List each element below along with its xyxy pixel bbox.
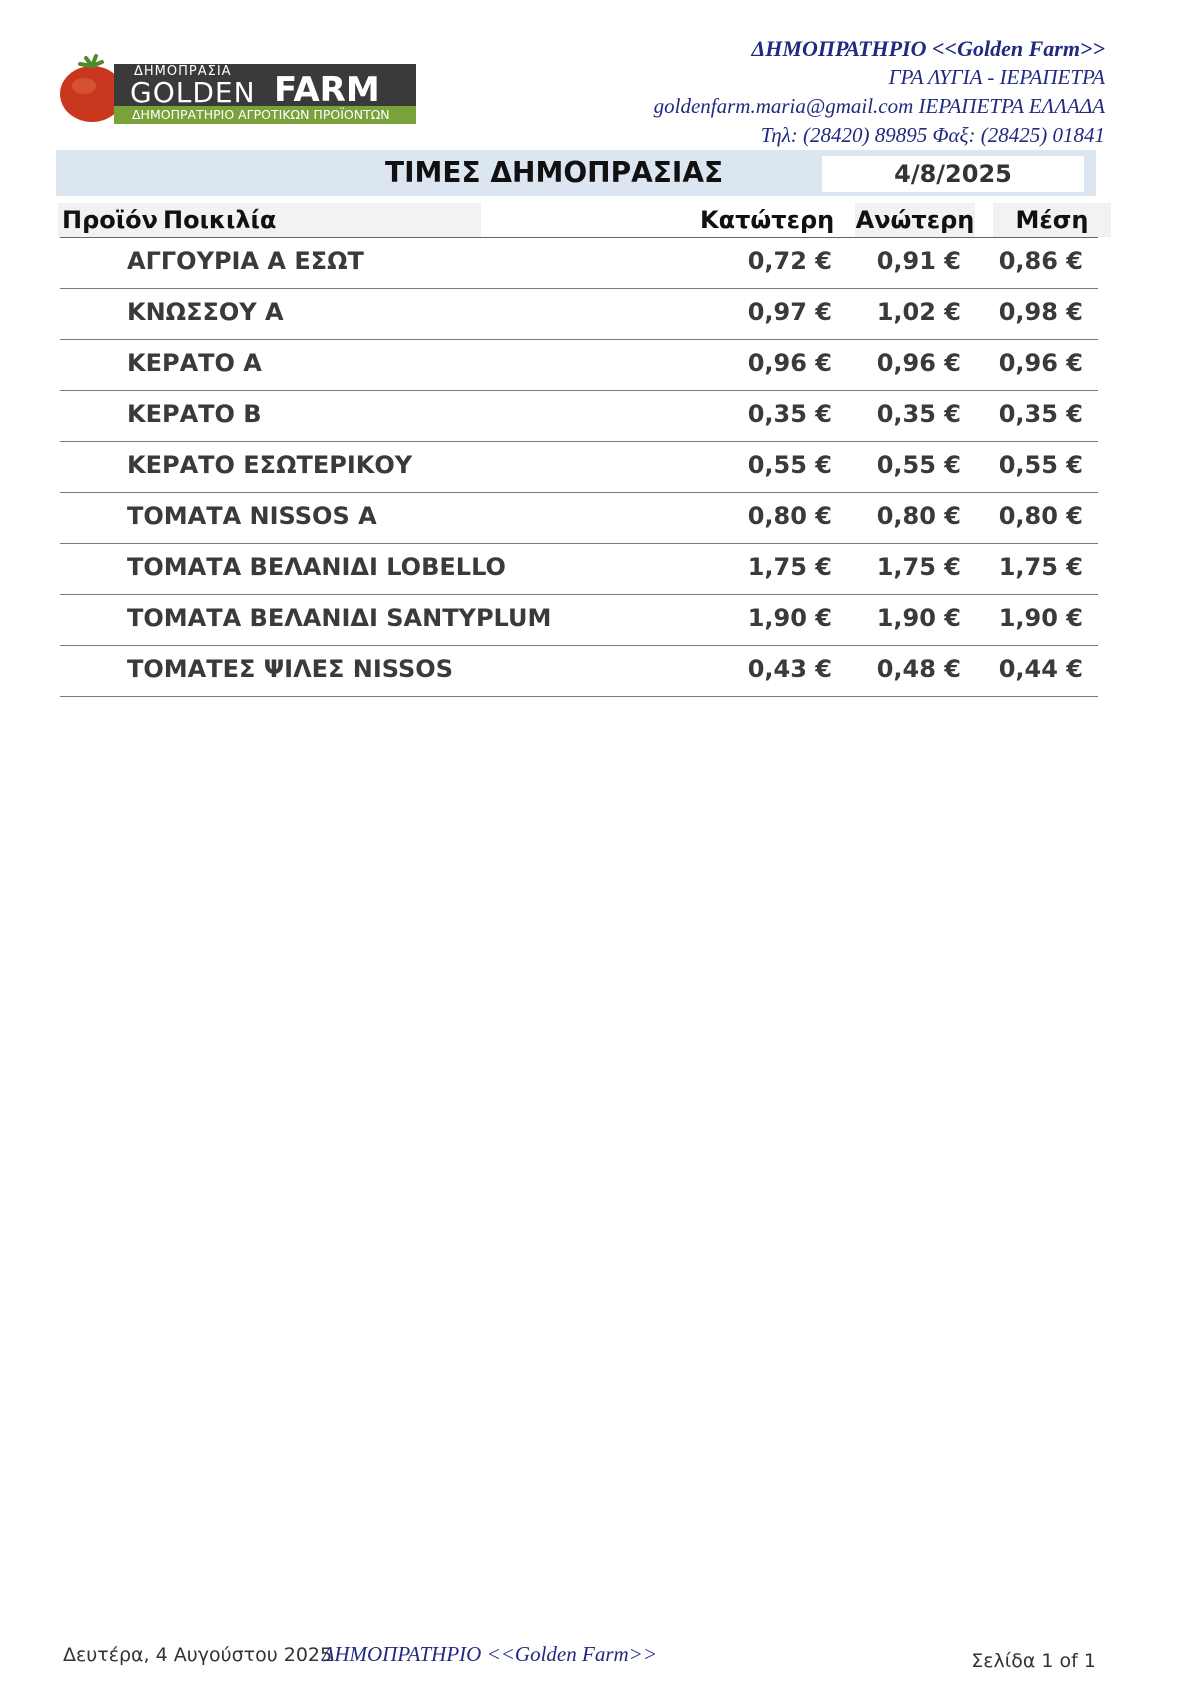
row-low-price: 0,80 € bbox=[747, 502, 832, 530]
row-high-price: 1,75 € bbox=[876, 553, 961, 581]
company-name: ΔΗΜΟΠΡΑΤΗΡΙΟ <<Golden Farm>> bbox=[751, 36, 1105, 61]
column-header-product: Προϊόν bbox=[58, 203, 160, 237]
page-title: ΤΙΜΕΣ ΔΗΜΟΠΡΑΣΙΑΣ bbox=[385, 156, 724, 189]
row-variety: ΚΕΡΑΤΟ Β bbox=[127, 400, 262, 428]
logo-brand-golden: GOLDEN bbox=[130, 76, 256, 109]
table-row bbox=[60, 289, 1098, 340]
row-variety: ΚΝΩΣΣΟΥ Α bbox=[127, 298, 284, 326]
row-mean-price: 1,90 € bbox=[998, 604, 1083, 632]
table-row bbox=[60, 391, 1098, 442]
company-header bbox=[654, 34, 1105, 150]
row-variety: ΑΓΓΟΥΡΙΑ Α ΕΣΩΤ bbox=[127, 247, 364, 275]
row-mean-price: 0,98 € bbox=[998, 298, 1083, 326]
row-high-price: 0,96 € bbox=[876, 349, 961, 377]
row-high-price: 1,90 € bbox=[876, 604, 961, 632]
footer-page-number: Σελίδα 1 of 1 bbox=[971, 1650, 1096, 1672]
table-row bbox=[60, 646, 1098, 697]
footer-date: Δευτέρα, 4 Αυγούστου 2025 bbox=[63, 1644, 333, 1666]
row-mean-price: 0,44 € bbox=[998, 655, 1083, 683]
row-low-price: 0,55 € bbox=[747, 451, 832, 479]
company-logo bbox=[52, 48, 422, 128]
row-high-price: 0,35 € bbox=[876, 400, 961, 428]
row-low-price: 0,43 € bbox=[747, 655, 832, 683]
row-mean-price: 0,55 € bbox=[998, 451, 1083, 479]
logo-brand-farm: FARM bbox=[274, 70, 380, 110]
row-low-price: 0,35 € bbox=[747, 400, 832, 428]
row-mean-price: 0,80 € bbox=[998, 502, 1083, 530]
column-header-mean: Μέση bbox=[993, 203, 1111, 237]
row-mean-price: 0,96 € bbox=[998, 349, 1083, 377]
column-header-high: Ανώτερη bbox=[855, 203, 975, 237]
row-mean-price: 0,35 € bbox=[998, 400, 1083, 428]
row-low-price: 0,96 € bbox=[747, 349, 832, 377]
column-header-variety: Ποικιλία bbox=[160, 203, 481, 237]
logo-pre-text: ΔΗΜΟΠΡΑΣΙΑ bbox=[134, 64, 232, 79]
row-high-price: 0,48 € bbox=[876, 655, 961, 683]
row-high-price: 0,91 € bbox=[876, 247, 961, 275]
row-variety: ΤΟΜΑΤΑ ΒΕΛΑΝΙΔΙ LOBELLO bbox=[127, 553, 506, 581]
table-row bbox=[60, 544, 1098, 595]
price-table bbox=[60, 238, 1098, 697]
row-variety: ΚΕΡΑΤΟ Α bbox=[127, 349, 262, 377]
table-row bbox=[60, 595, 1098, 646]
table-row bbox=[60, 493, 1098, 544]
logo-subtitle: ΔΗΜΟΠΡΑΤΗΡΙΟ ΑΓΡΟΤΙΚΩΝ ΠΡΟΪΟΝΤΩΝ bbox=[132, 107, 390, 122]
table-row bbox=[60, 442, 1098, 493]
row-high-price: 0,80 € bbox=[876, 502, 961, 530]
row-low-price: 0,72 € bbox=[747, 247, 832, 275]
company-phone-line: Τηλ: (28420) 89895 Φαξ: (28425) 01841 bbox=[760, 123, 1105, 147]
row-mean-price: 0,86 € bbox=[998, 247, 1083, 275]
row-variety: ΤΟΜΑΤΕΣ ΨΙΛΕΣ NISSOS bbox=[127, 655, 453, 683]
row-high-price: 1,02 € bbox=[876, 298, 961, 326]
company-address: ΓΡΑ ΛΥΓΙΑ - ΙΕΡΑΠΕΤΡΑ bbox=[888, 65, 1105, 89]
row-low-price: 1,90 € bbox=[747, 604, 832, 632]
column-header-low: Κατώτερη bbox=[700, 206, 835, 234]
auction-date: 4/8/2025 bbox=[822, 156, 1084, 192]
row-variety: ΤΟΜΑΤΑ NISSOS A bbox=[127, 502, 377, 530]
row-variety: ΤΟΜΑΤΑ ΒΕΛΑΝΙΔΙ SANTYPLUM bbox=[127, 604, 552, 632]
row-high-price: 0,55 € bbox=[876, 451, 961, 479]
company-email-line: goldenfarm.maria@gmail.com ΙΕΡΑΠΕΤΡΑ ΕΛΛΑΔΑ bbox=[653, 94, 1105, 118]
table-row bbox=[60, 238, 1098, 289]
footer-company: ΔΗΜΟΠΡΑΤΗΡΙΟ <<Golden Farm>> bbox=[322, 1642, 658, 1666]
table-row bbox=[60, 340, 1098, 391]
row-low-price: 1,75 € bbox=[747, 553, 832, 581]
row-mean-price: 1,75 € bbox=[998, 553, 1083, 581]
row-low-price: 0,97 € bbox=[747, 298, 832, 326]
row-variety: ΚΕΡΑΤΟ ΕΣΩΤΕΡΙΚΟΥ bbox=[127, 451, 413, 479]
